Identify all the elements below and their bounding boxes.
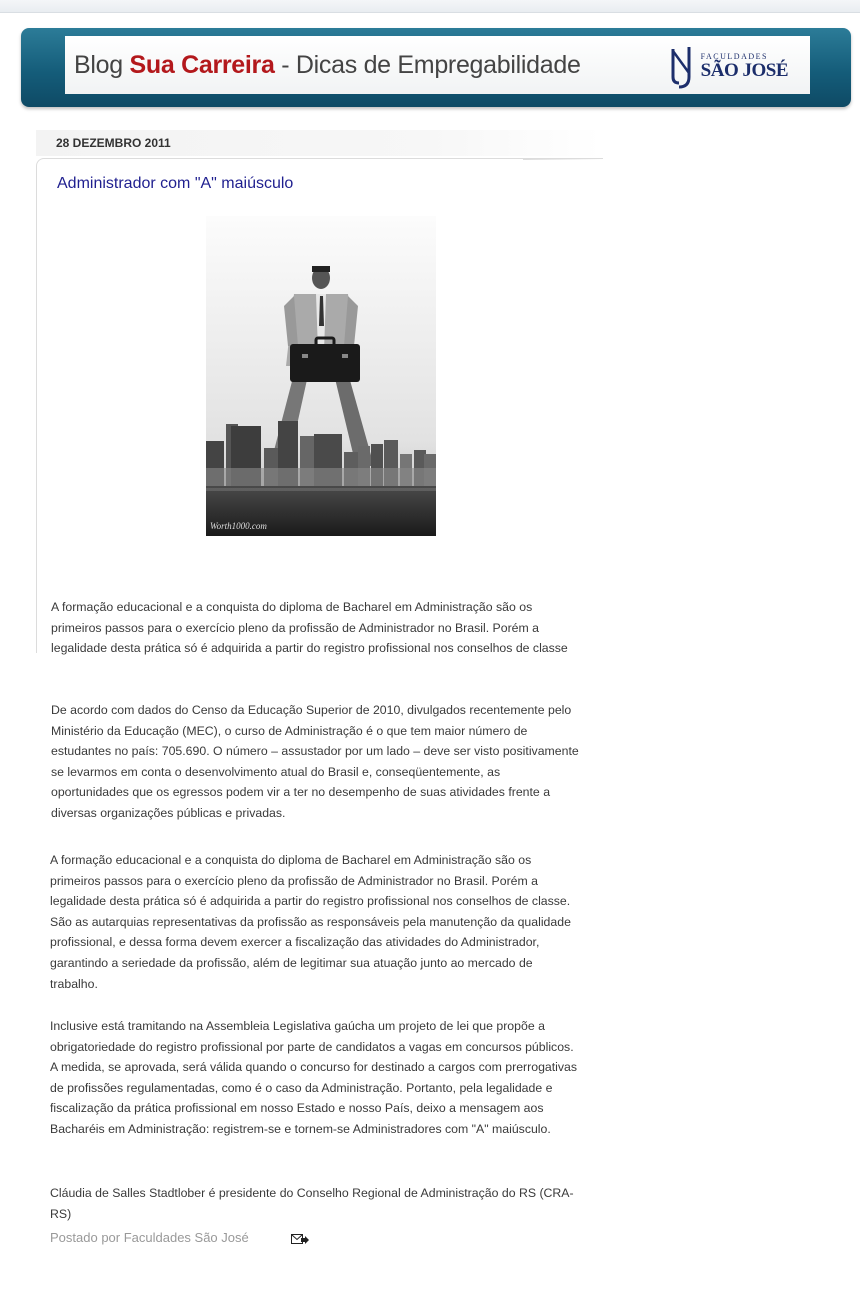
image-watermark: Worth1000.com <box>210 521 267 531</box>
faculdades-sao-jose-logo <box>667 43 788 89</box>
blog-title-accent: Sua Carreira <box>129 50 275 79</box>
post-paragraph-5: Cláudia de Salles Stadtlober é presidente do Conselho Regional de Administração do RS (CRA-RS) <box>50 1186 574 1221</box>
date-header-bar <box>36 130 602 156</box>
post-date: 28 DEZEMBRO 2011 <box>56 136 171 150</box>
post-image[interactable] <box>206 216 436 536</box>
blog-title-suffix: - Dicas de Empregabilidade <box>274 50 581 79</box>
blog-title-prefix: Blog <box>74 50 130 79</box>
post-paragraph-4: Inclusive está tramitando na Assembleia Legislativa gaúcha um projeto de lei que propõe a obrigatoriedade do registro profissional por parte de candidatos a vagas em concursos públicos. A medida, se aprovada, será válida quando o concurso for destinado a cargos com prerrogativas de profissões regulamentadas, como é o caso da Administração. Portanto, pela legalidade e fiscalização da prática profissional em nosso Estado e nosso País, deixo a mensagem aos Bacharéis em Administração: registrem-se e tornem-se Administradores com "A" maiúsculo. <box>50 1019 578 1136</box>
banner-panel <box>65 36 810 94</box>
businessman-skyline-illustration <box>206 216 436 536</box>
blog-title[interactable] <box>74 51 581 80</box>
logo-big-text: SÃO JOSÉ <box>700 59 788 81</box>
posted-by-line[interactable]: Postado por Faculdades São José <box>50 1230 249 1245</box>
logo-mark-icon <box>667 43 697 89</box>
post-paragraph-2: De acordo com dados do Censo da Educação Superior de 2010, divulgados recentemente pelo Ministério da Educação (MEC), o curso de Administração é o que tem maior número de estudantes no país: 705.690. O número – assustador por um lado – deve ser visto positivamente se levarmos em conta o desenvolvimento atual do Brasil e, conseqüentemente, as oportunidades que os egressos podem vir a ter no desempenho de suas atividades frente a diversas organizações públicas e privadas. <box>51 703 579 820</box>
blog-header-banner[interactable] <box>21 28 851 107</box>
post-paragraph-3: A formação educacional e a conquista do diploma de Bacharel em Administração são os primeiros passos para o exercício pleno da profissão de Administrador no Brasil. Porém a legalidade desta prática só é adquirida a partir do registro profissional nos conselhos de classe. São as autarquias representativas da profissão as responsáveis pela manutenção da qualidade profissional, e dessa forma devem exercer a fiscalização das atividades do Administrador, garantindo a seriedade da profissão, além de legitimar sua atuação junto ao mercado de trabalho. <box>50 853 571 991</box>
post-title-link[interactable]: Administrador com "A" maiúsculo <box>57 175 294 192</box>
email-post-icon[interactable] <box>291 1233 309 1247</box>
post-paragraph-1: A formação educacional e a conquista do diploma de Bacharel em Administração são os primeiros passos para o exercício pleno da profissão de Administrador no Brasil. Porém a legalidade desta prática só é adquirida a partir do registro profissional nos conselhos de classe <box>51 600 568 656</box>
browser-top-strip <box>0 0 860 13</box>
logo-small-text: FACULDADES <box>700 51 768 61</box>
